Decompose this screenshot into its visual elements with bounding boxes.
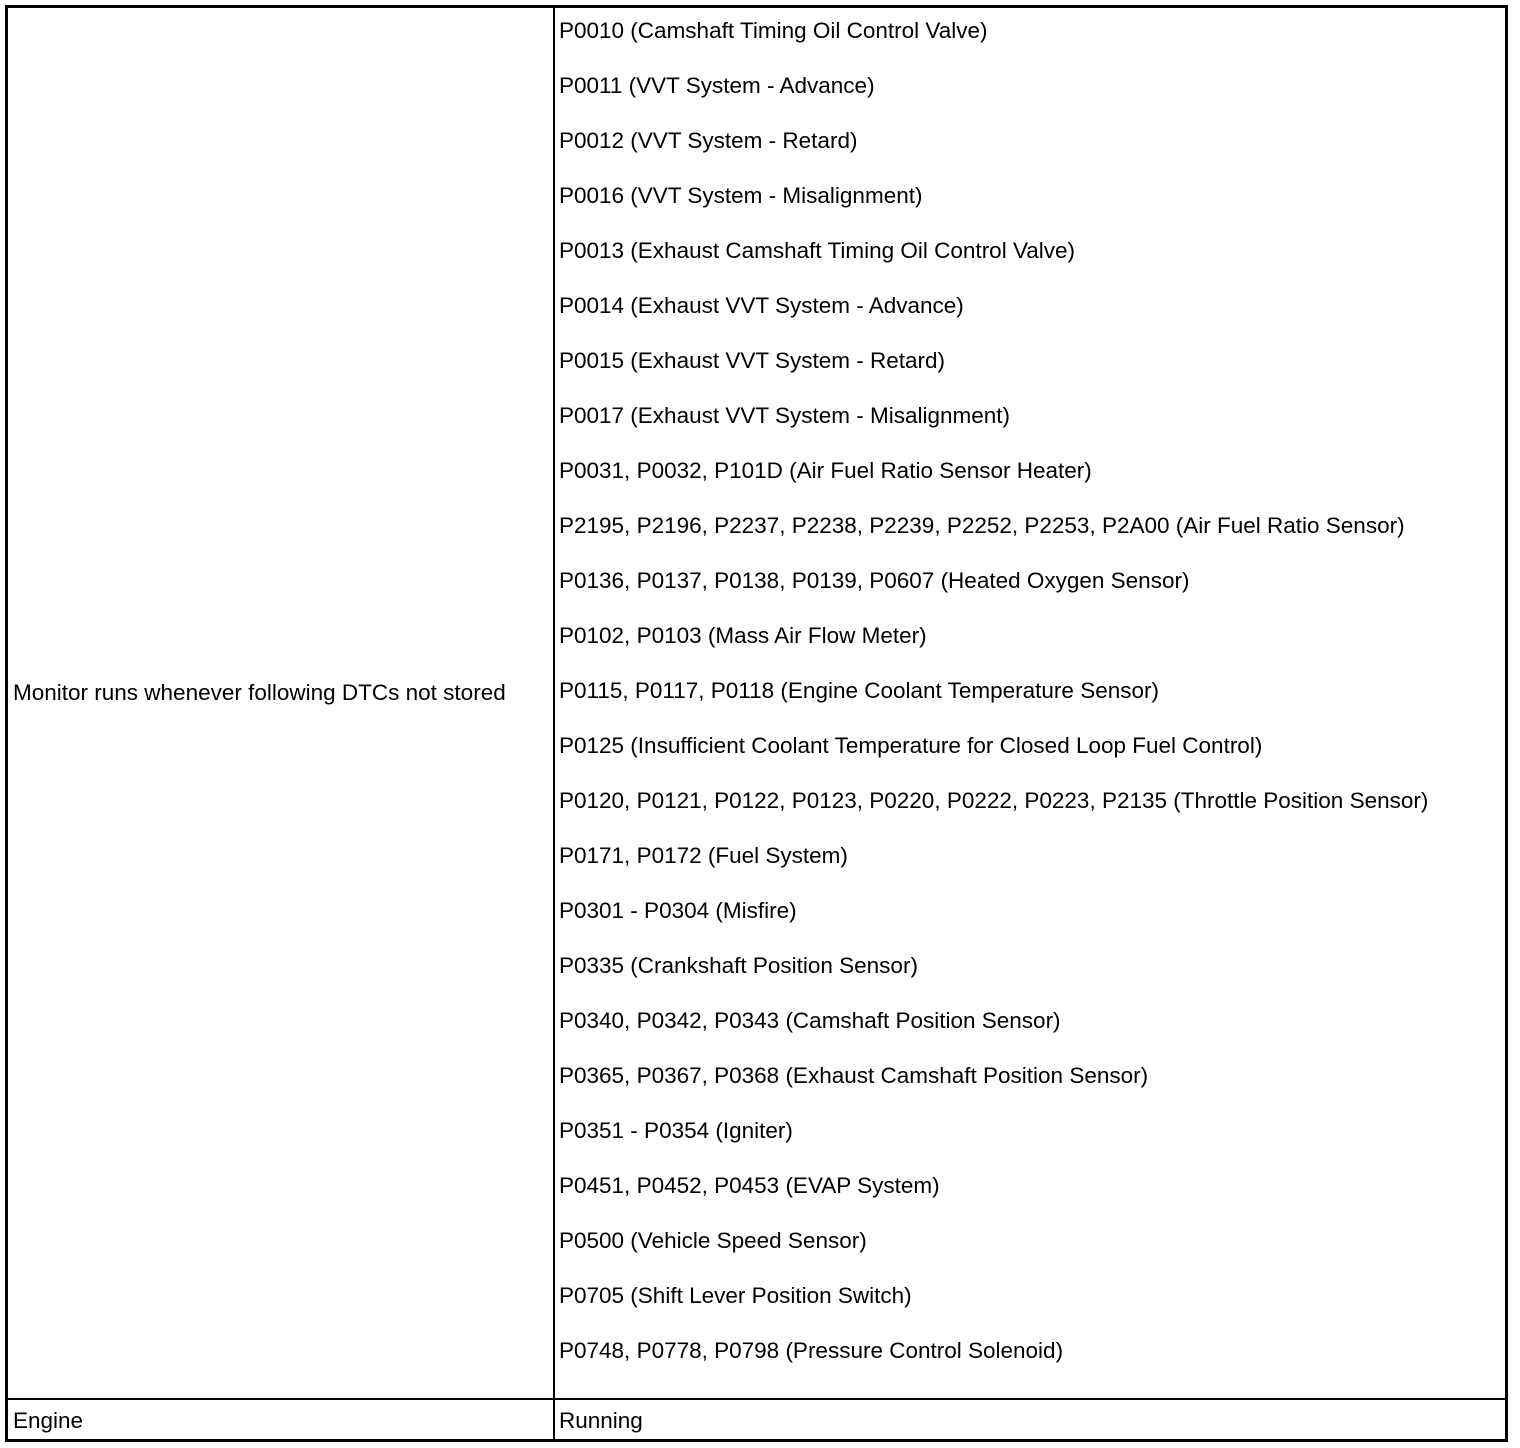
- dtc-item: P0451, P0452, P0453 (EVAP System): [559, 1173, 940, 1198]
- dtc-item: P0013 (Exhaust Camshaft Timing Oil Control Valve): [559, 238, 1076, 263]
- dtc-list: [559, 16, 1509, 1391]
- dtc-item: P0340, P0342, P0343 (Camshaft Position Sensor): [559, 1008, 1061, 1033]
- dtc-item: P2195, P2196, P2237, P2238, P2239, P2252, P2253, P2A00 (Air Fuel Ratio Sensor): [559, 513, 1405, 538]
- dtc-item: P0500 (Vehicle Speed Sensor): [559, 1228, 867, 1253]
- dtc-item: P0301 - P0304 (Misfire): [559, 898, 797, 923]
- dtc-item: P0010 (Camshaft Timing Oil Control Valve): [559, 18, 988, 43]
- dtc-item: P0748, P0778, P0798 (Pressure Control Solenoid): [559, 1338, 1064, 1363]
- dtc-item: P0015 (Exhaust VVT System - Retard): [559, 348, 945, 373]
- dtc-item: P0365, P0367, P0368 (Exhaust Camshaft Position Sensor): [559, 1063, 1149, 1088]
- dtc-item: P0171, P0172 (Fuel System): [559, 843, 848, 868]
- dtc-item: P0102, P0103 (Mass Air Flow Meter): [559, 623, 927, 648]
- dtc-item: P0705 (Shift Lever Position Switch): [559, 1283, 912, 1308]
- row-divider: [8, 1398, 1505, 1400]
- dtc-item: P0014 (Exhaust VVT System - Advance): [559, 293, 964, 318]
- dtc-item: P0120, P0121, P0122, P0123, P0220, P0222, P0223, P2135 (Throttle Position Sensor): [559, 788, 1429, 813]
- condition-label-dtcs: Monitor runs whenever following DTCs not stored: [13, 680, 506, 705]
- dtc-item: P0125 (Insufficient Coolant Temperature for Closed Loop Fuel Control): [559, 733, 1263, 758]
- engine-state-value: Running: [559, 1408, 643, 1433]
- dtc-item: P0016 (VVT System - Misalignment): [559, 183, 923, 208]
- dtc-item: P0011 (VVT System - Advance): [559, 73, 875, 98]
- conditions-table: [5, 5, 1508, 1442]
- dtc-item: P0031, P0032, P101D (Air Fuel Ratio Sensor Heater): [559, 458, 1092, 483]
- dtc-item: P0335 (Crankshaft Position Sensor): [559, 953, 918, 978]
- dtc-item: P0017 (Exhaust VVT System - Misalignment): [559, 403, 1011, 428]
- column-divider: [553, 8, 555, 1439]
- dtc-item: P0012 (VVT System - Retard): [559, 128, 858, 153]
- dtc-item: P0136, P0137, P0138, P0139, P0607 (Heated Oxygen Sensor): [559, 568, 1190, 593]
- dtc-item: P0115, P0117, P0118 (Engine Coolant Temperature Sensor): [559, 678, 1159, 703]
- dtc-item: P0351 - P0354 (Igniter): [559, 1118, 793, 1143]
- condition-label-engine: Engine: [13, 1408, 84, 1433]
